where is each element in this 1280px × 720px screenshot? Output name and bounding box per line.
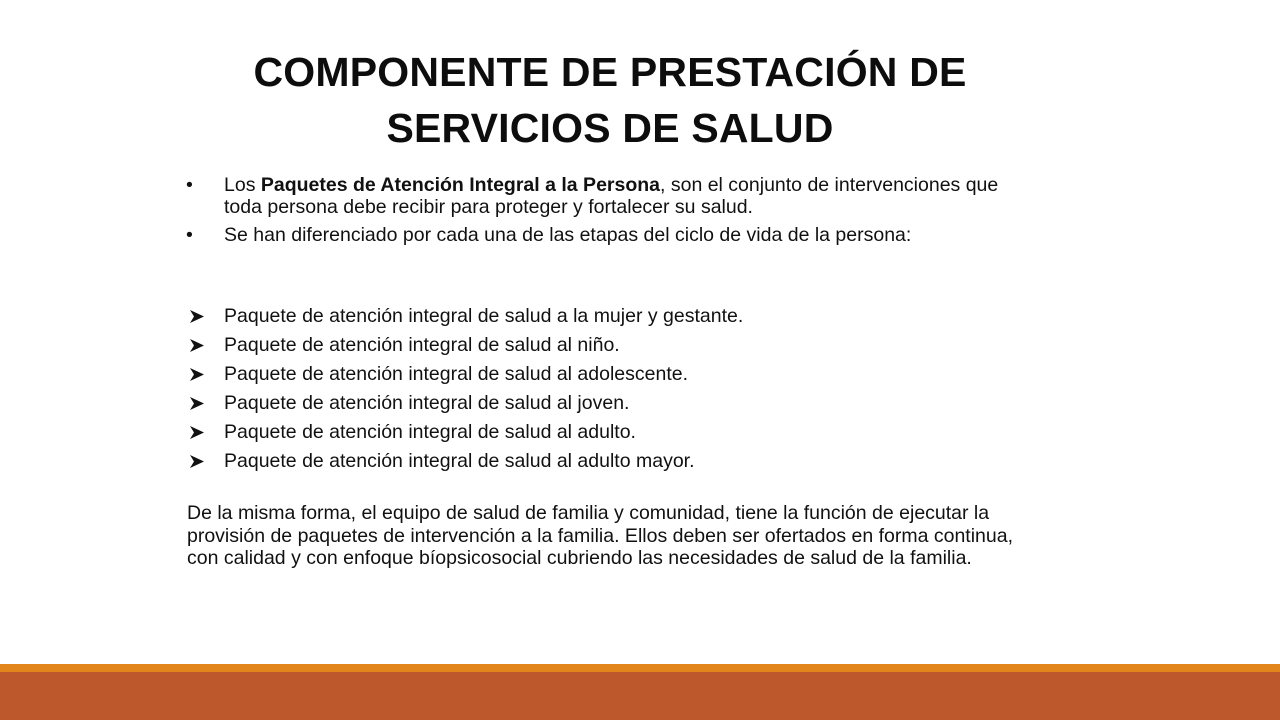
package-item	[186, 447, 1036, 476]
bullet-dot-icon: •	[186, 224, 193, 246]
footer-bar	[0, 664, 1280, 720]
arrowhead-bullet-icon	[190, 368, 204, 381]
bullet-item-paquetes	[186, 174, 1036, 218]
arrowhead-bullet-icon	[190, 339, 204, 352]
package-item	[186, 389, 1036, 418]
bullet-dot-icon: •	[186, 174, 193, 196]
package-item	[186, 331, 1036, 360]
arrowhead-bullet-icon	[190, 455, 204, 468]
package-item-text: Paquete de atención integral de salud al adulto mayor.	[224, 450, 695, 472]
footer-stripe	[0, 664, 1280, 672]
slide-title-line-2: SERVICIOS DE SALUD	[386, 105, 834, 151]
bullet-list	[186, 174, 1036, 252]
slide-title-line-1: COMPONENTE DE PRESTACIÓN DE	[253, 49, 967, 95]
package-item-text: Paquete de atención integral de salud al joven.	[224, 392, 630, 414]
arrowhead-bullet-icon	[190, 397, 204, 410]
arrowhead-bullet-icon	[190, 310, 204, 323]
package-list	[186, 302, 1036, 476]
bullet-text-bold: Paquetes de Atención Integral a la Persona	[260, 174, 661, 196]
closing-paragraph: De la misma forma, el equipo de salud de familia y comunidad, tiene la función de ejecutar la provisión de paquetes de intervención a la familia. Ellos deben ser ofertados en forma continua, con calidad y con enfoque bíopsicosocial cubriendo las necesidades de salud de la familia.	[187, 502, 1013, 569]
bullet-text-suffix: , son el conjunto de intervenciones que toda persona debe recibir para proteger y fortalecer su salud.	[224, 174, 999, 218]
package-item	[186, 360, 1036, 389]
package-item-text: Paquete de atención integral de salud al adulto.	[224, 421, 636, 443]
footer-band	[0, 672, 1280, 720]
bullet-item-etapas	[186, 224, 1036, 246]
package-item	[186, 302, 1036, 331]
package-item-text: Paquete de atención integral de salud al niño.	[224, 334, 620, 356]
package-item-text: Paquete de atención integral de salud a la mujer y gestante.	[224, 305, 744, 327]
bullet-text: Se han diferenciado por cada una de las etapas del ciclo de vida de la persona:	[224, 224, 912, 246]
arrowhead-bullet-icon	[190, 426, 204, 439]
slide-title	[190, 44, 1030, 156]
package-item	[186, 418, 1036, 447]
bullet-text-prefix: Los	[224, 174, 261, 196]
package-item-text: Paquete de atención integral de salud al adolescente.	[224, 363, 689, 385]
